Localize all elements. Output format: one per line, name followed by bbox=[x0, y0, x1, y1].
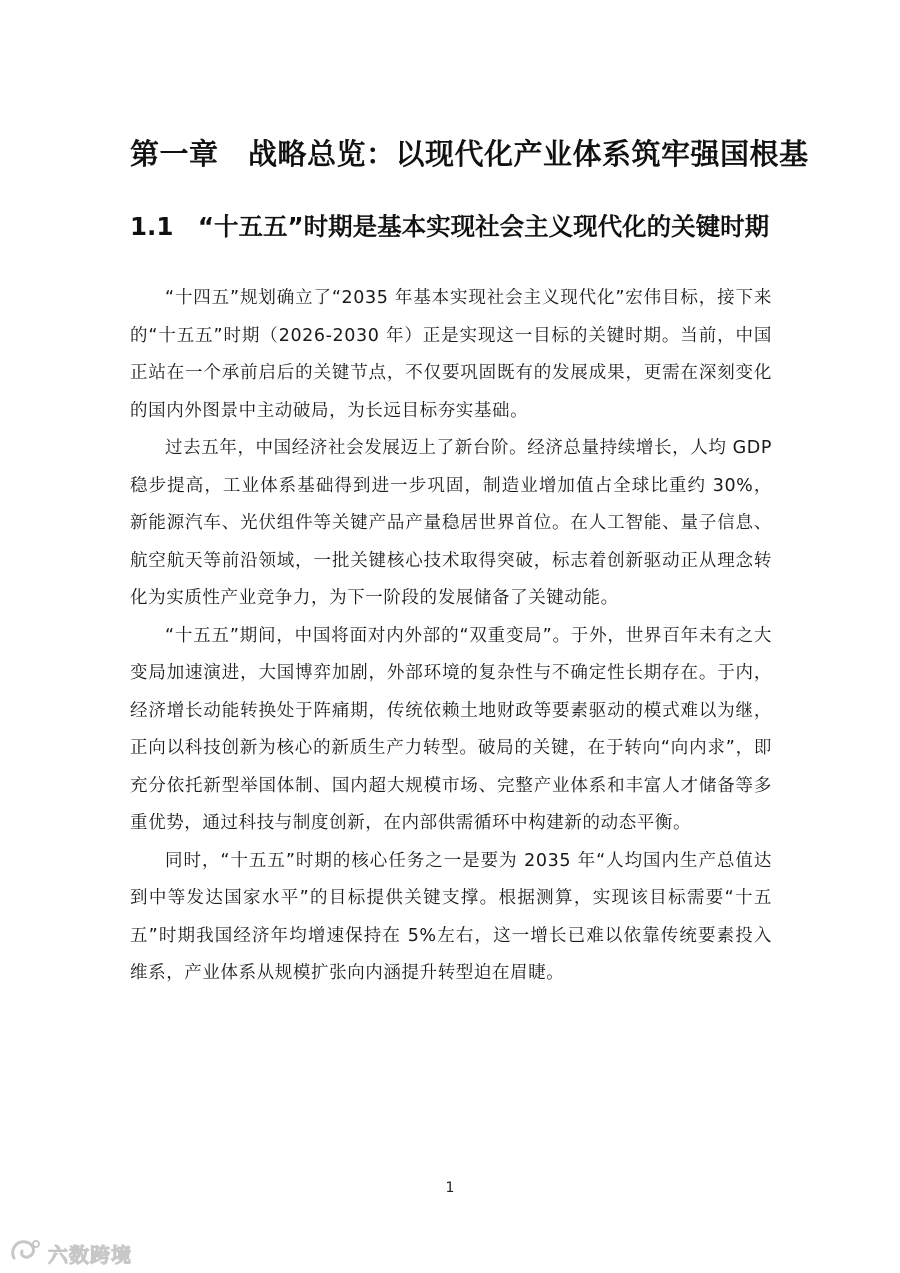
logo-swirl-icon bbox=[8, 1236, 44, 1270]
page-number: 1 bbox=[445, 1180, 455, 1196]
section-title: 1.1 “十五五”时期是基本实现社会主义现代化的关键时期 bbox=[130, 212, 770, 241]
body-text bbox=[130, 280, 772, 993]
paragraph: 过去五年，中国经济社会发展迈上了新台阶。经济总量持续增长，人均 GDP 稳步提高，工业体系基础得到进一步巩固，制造业增加值占全球比重约 30%，新能源汽车、光伏组件等关键产品产量稳居世界首位。在人工智能、量子信息、航空航天等前沿领域，一批关键核心技术取得突破，标志着创新驱动正从理念转化为实质性产业竞争力，为下一阶段的发展储备了关键动能。 bbox=[130, 438, 772, 608]
paragraph: “十四五”规划确立了“2035 年基本实现社会主义现代化”宏伟目标，接下来的“十五五”时期（2026-2030 年）正是实现这一目标的关键时期。当前，中国正站在一个承前启后的关键节点，不仅要巩固既有的发展成果，更需在深刻变化的国内外图景中主动破局，为长远目标夯实基础。 bbox=[130, 288, 772, 421]
chapter-title: 第一章 战略总览：以现代化产业体系筑牢强国根基 bbox=[130, 137, 809, 171]
watermark-text: 六数跨境 bbox=[48, 1242, 132, 1267]
paragraph: “十五五”期间，中国将面对内外部的“双重变局”。于外，世界百年未有之大变局加速演进，大国博弈加剧，外部环境的复杂性与不确定性长期存在。于内，经济增长动能转换处于阵痛期，传统依赖土地财政等要素驱动的模式难以为继，正向以科技创新为核心的新质生产力转型。破局的关键，在于转向“向内求”，即充分依托新型举国体制、国内超大规模市场、完整产业体系和丰富人才储备等多重优势，通过科技与制度创新，在内部供需循环中构建新的动态平衡。 bbox=[130, 625, 772, 833]
watermark bbox=[8, 1236, 132, 1270]
paragraph: 同时，“十五五”时期的核心任务之一是要为 2035 年“人均国内生产总值达到中等发达国家水平”的目标提供关键支撑。根据测算，实现该目标需要“十五五”时期我国经济年均增速保持在 5%左右，这一增长已难以依靠传统要素投入维系，产业体系从规模扩张向内涵提升转型迫在眉睫。 bbox=[130, 850, 772, 983]
